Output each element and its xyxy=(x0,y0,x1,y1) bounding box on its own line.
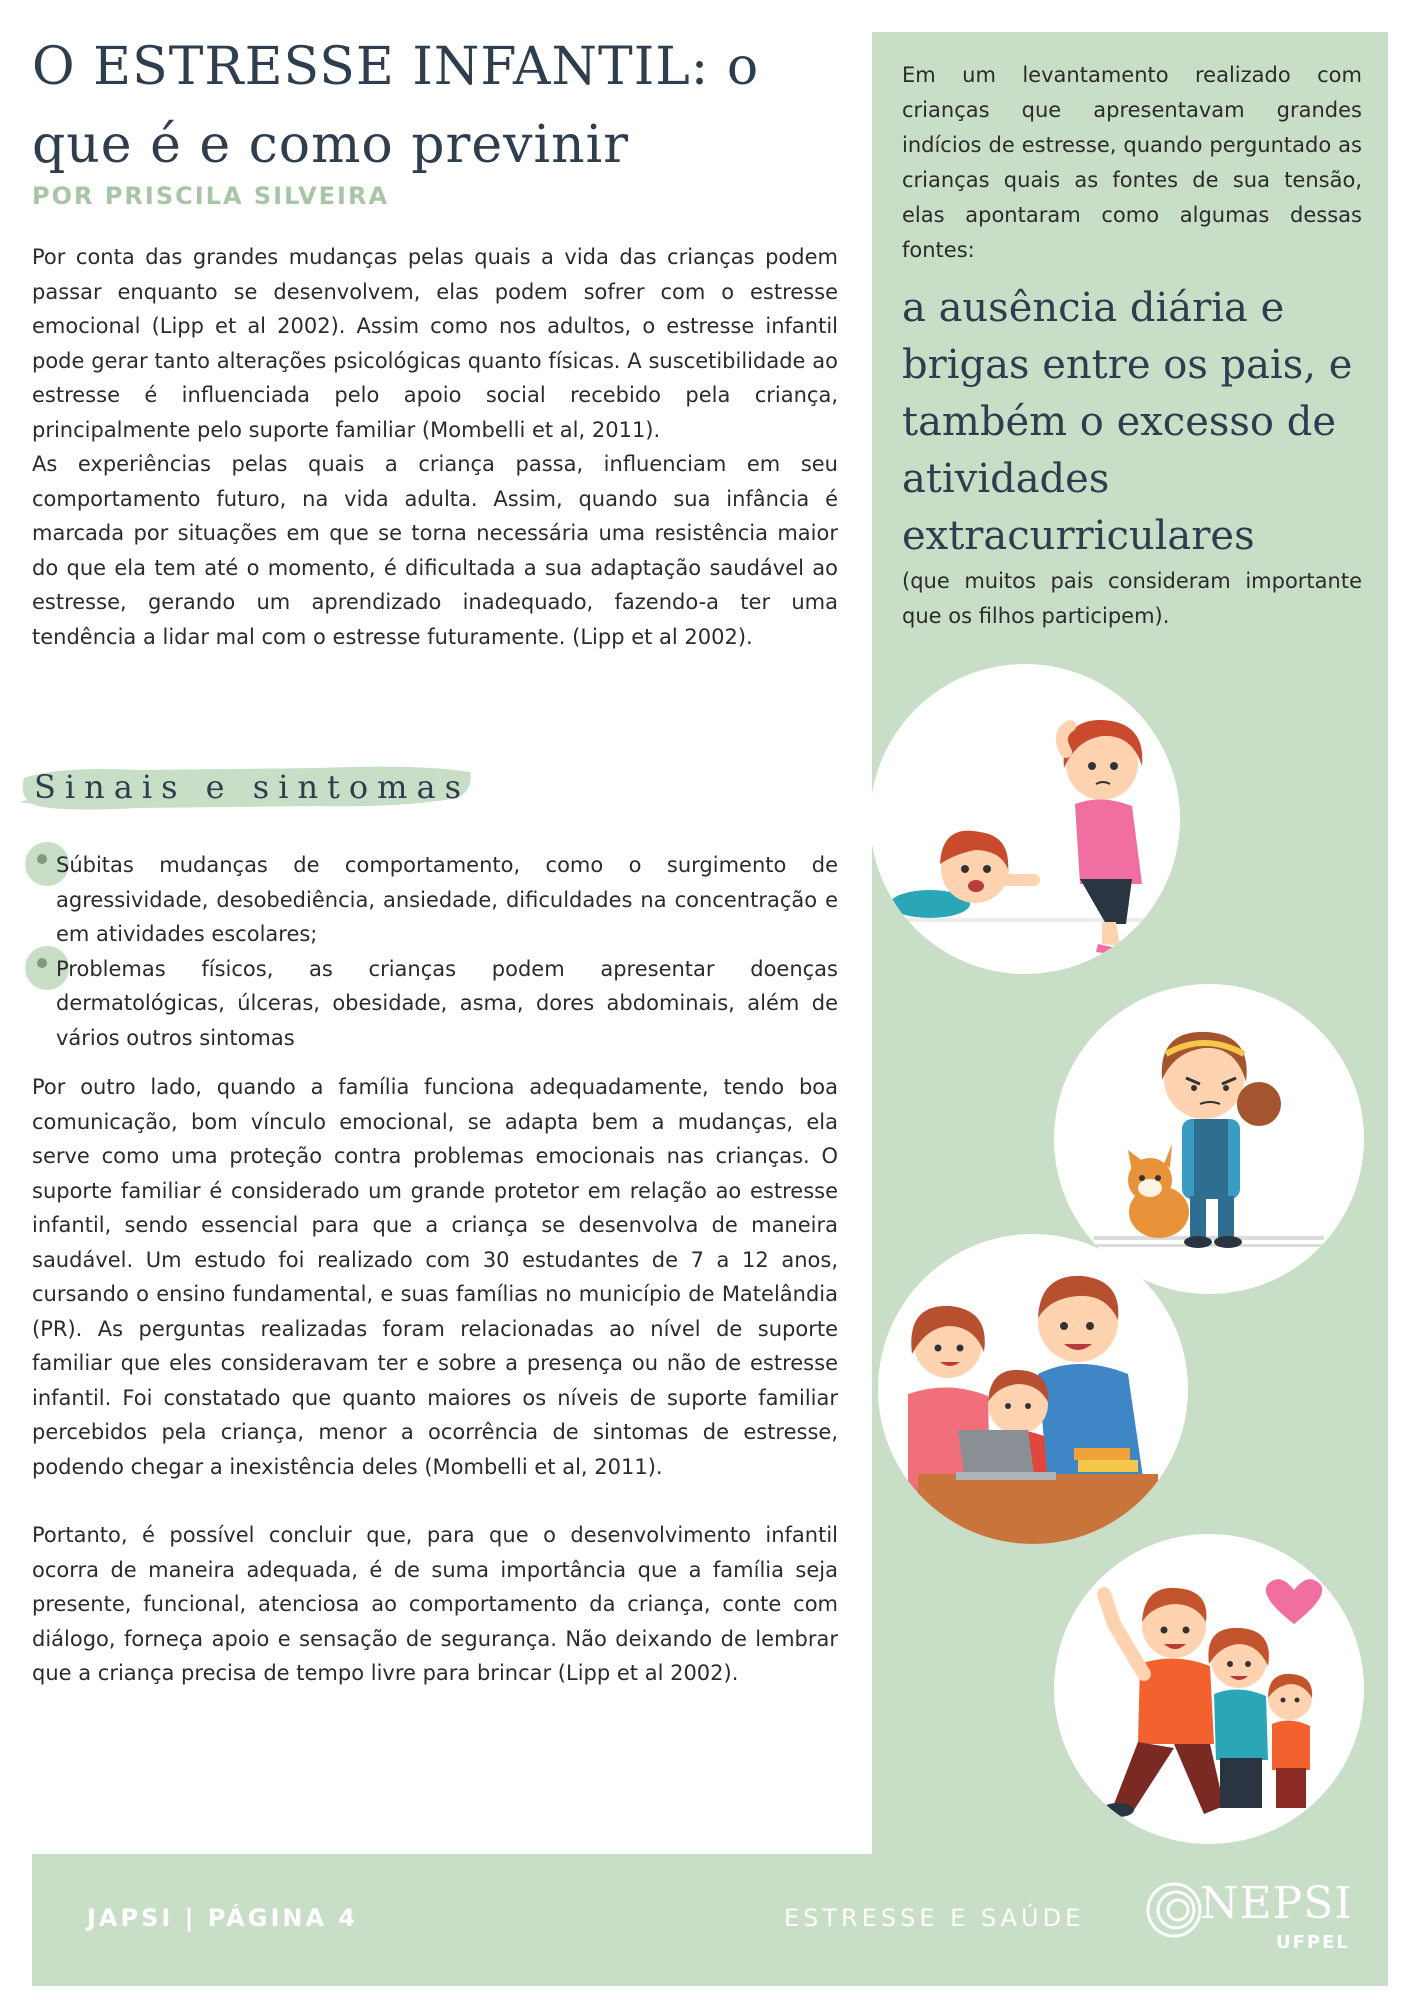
list-item: Súbitas mudanças de comportamento, como o surgimento de agressividade, desobediência, ansiedade, dificuldades na concentração e em atividades escolares; xyxy=(32,848,838,952)
illustration-family-laptop xyxy=(878,1234,1188,1544)
paragraph: Por outro lado, quando a família funciona adequadamente, tendo boa comunicação, bom vínculo emocional, se adapta bem a mudanças, ela serve como uma proteção contra problemas emocionais nas crianças. O suporte familiar é considerado um grande protetor em relação ao estresse infantil, sendo essencial para que a criança se desenvolva de maneira saudável. Um estudo foi realizado com 30 estudantes de 7 a 12 anos, cursando o ensino fundamental, e suas famílias no município de Matelândia (PR). As perguntas realizadas foram relacionadas ao nível de suporte familiar que eles consideravam ter e sobre a presença ou não de estresse infantil. Foi constatado que quanto maiores os níveis de suporte familiar percebidos pela criança, menor a ocorrência de sintomas de estresse, podendo chegar a inexistência deles (Mombelli et al, 2011). xyxy=(32,1075,838,1479)
heart-icon xyxy=(1266,1579,1322,1624)
stressed-mother-child-image xyxy=(870,664,1180,974)
paragraph: Portanto, é possível concluir que, para que o desenvolvimento infantil ocorra de maneira adequada, é de suma importância que a família seja presente, funcional, atenciosa ao comportamento da criança, conte com diálogo, forneça apoio e sensação de segurança. Não deixando de lembrar que a criança precisa de tempo livre para brincar (Lipp et al 2002). xyxy=(32,1523,838,1685)
family-laptop-image xyxy=(878,1234,1188,1544)
logo-spiral-icon xyxy=(1144,1880,1204,1940)
section-heading-label: Sinais e sintomas xyxy=(34,768,471,806)
page-title: O ESTRESSE INFANTIL: o que é e como previnir xyxy=(32,37,760,175)
sidebar-lead: Em um levantamento realizado com crianças que apresentavam grandes indícios de estresse, quando perguntado as crianças quais as fontes de sua tensão, elas apontaram como algumas dessas fontes: xyxy=(902,63,1362,262)
sidebar xyxy=(872,32,1388,1862)
symptom-list xyxy=(32,848,838,1055)
nepsi-logo xyxy=(1144,1876,1354,1966)
logo-subtitle: UFPEL xyxy=(1276,1932,1350,1953)
paragraph: Por conta das grandes mudanças pelas quais a vida das crianças podem passar enquanto se desenvolvem, elas podem sofrer com o estresse emocional (Lipp et al 2002). Assim como nos adultos, o estresse infantil pode gerar tanto alterações psicológicas quanto físicas. A suscetibilidade ao estresse é influenciada pelo apoio social recebido pela criança, principalmente pelo suporte familiar (Mombelli et al, 2011). xyxy=(32,245,838,442)
illustration-stressed-family xyxy=(870,664,1180,974)
footer-section-label: ESTRESSE E SAÚDE xyxy=(784,1904,1085,1932)
logo-name: NEPSI xyxy=(1200,1878,1353,1929)
footer-page-label: JAPSI | PÁGINA 4 xyxy=(87,1904,359,1932)
paragraph: As experiências pelas quais a criança passa, influenciam em seu comportamento futuro, na vida adulta. Assim, quando sua infância é marcada por situações em que se torna necessária uma resistência maior do que ela tem até o momento, é dificultada a sua adaptação saudável ao estresse, gerando um aprendizado inadequado, fazendo-a ter uma tendência a lidar mal com o estresse futuramente. (Lipp et al 2002). xyxy=(32,452,838,649)
sidebar-quote: a ausência diária e brigas entre os pais, e também o excesso de atividades extracurriculares xyxy=(902,285,1353,559)
byline: POR PRISCILA SILVEIRA xyxy=(32,182,390,210)
intro-text xyxy=(32,240,838,654)
conclusion-text xyxy=(32,1070,838,1691)
page-footer xyxy=(32,1854,1388,1986)
illustration-happy-family xyxy=(1054,1534,1364,1844)
list-item: Problemas físicos, as crianças podem apresentar doenças dermatológicas, úlceras, obesidade, asma, dores abdominais, além de vários outros sintomas xyxy=(32,952,838,1056)
happy-family-image xyxy=(1054,1534,1364,1844)
sidebar-note: (que muitos pais consideram importante que os filhos participem). xyxy=(902,569,1362,628)
angry-girl-dog-image xyxy=(1054,984,1364,1294)
illustration-angry-girl xyxy=(1054,984,1364,1294)
section-heading xyxy=(18,758,476,818)
